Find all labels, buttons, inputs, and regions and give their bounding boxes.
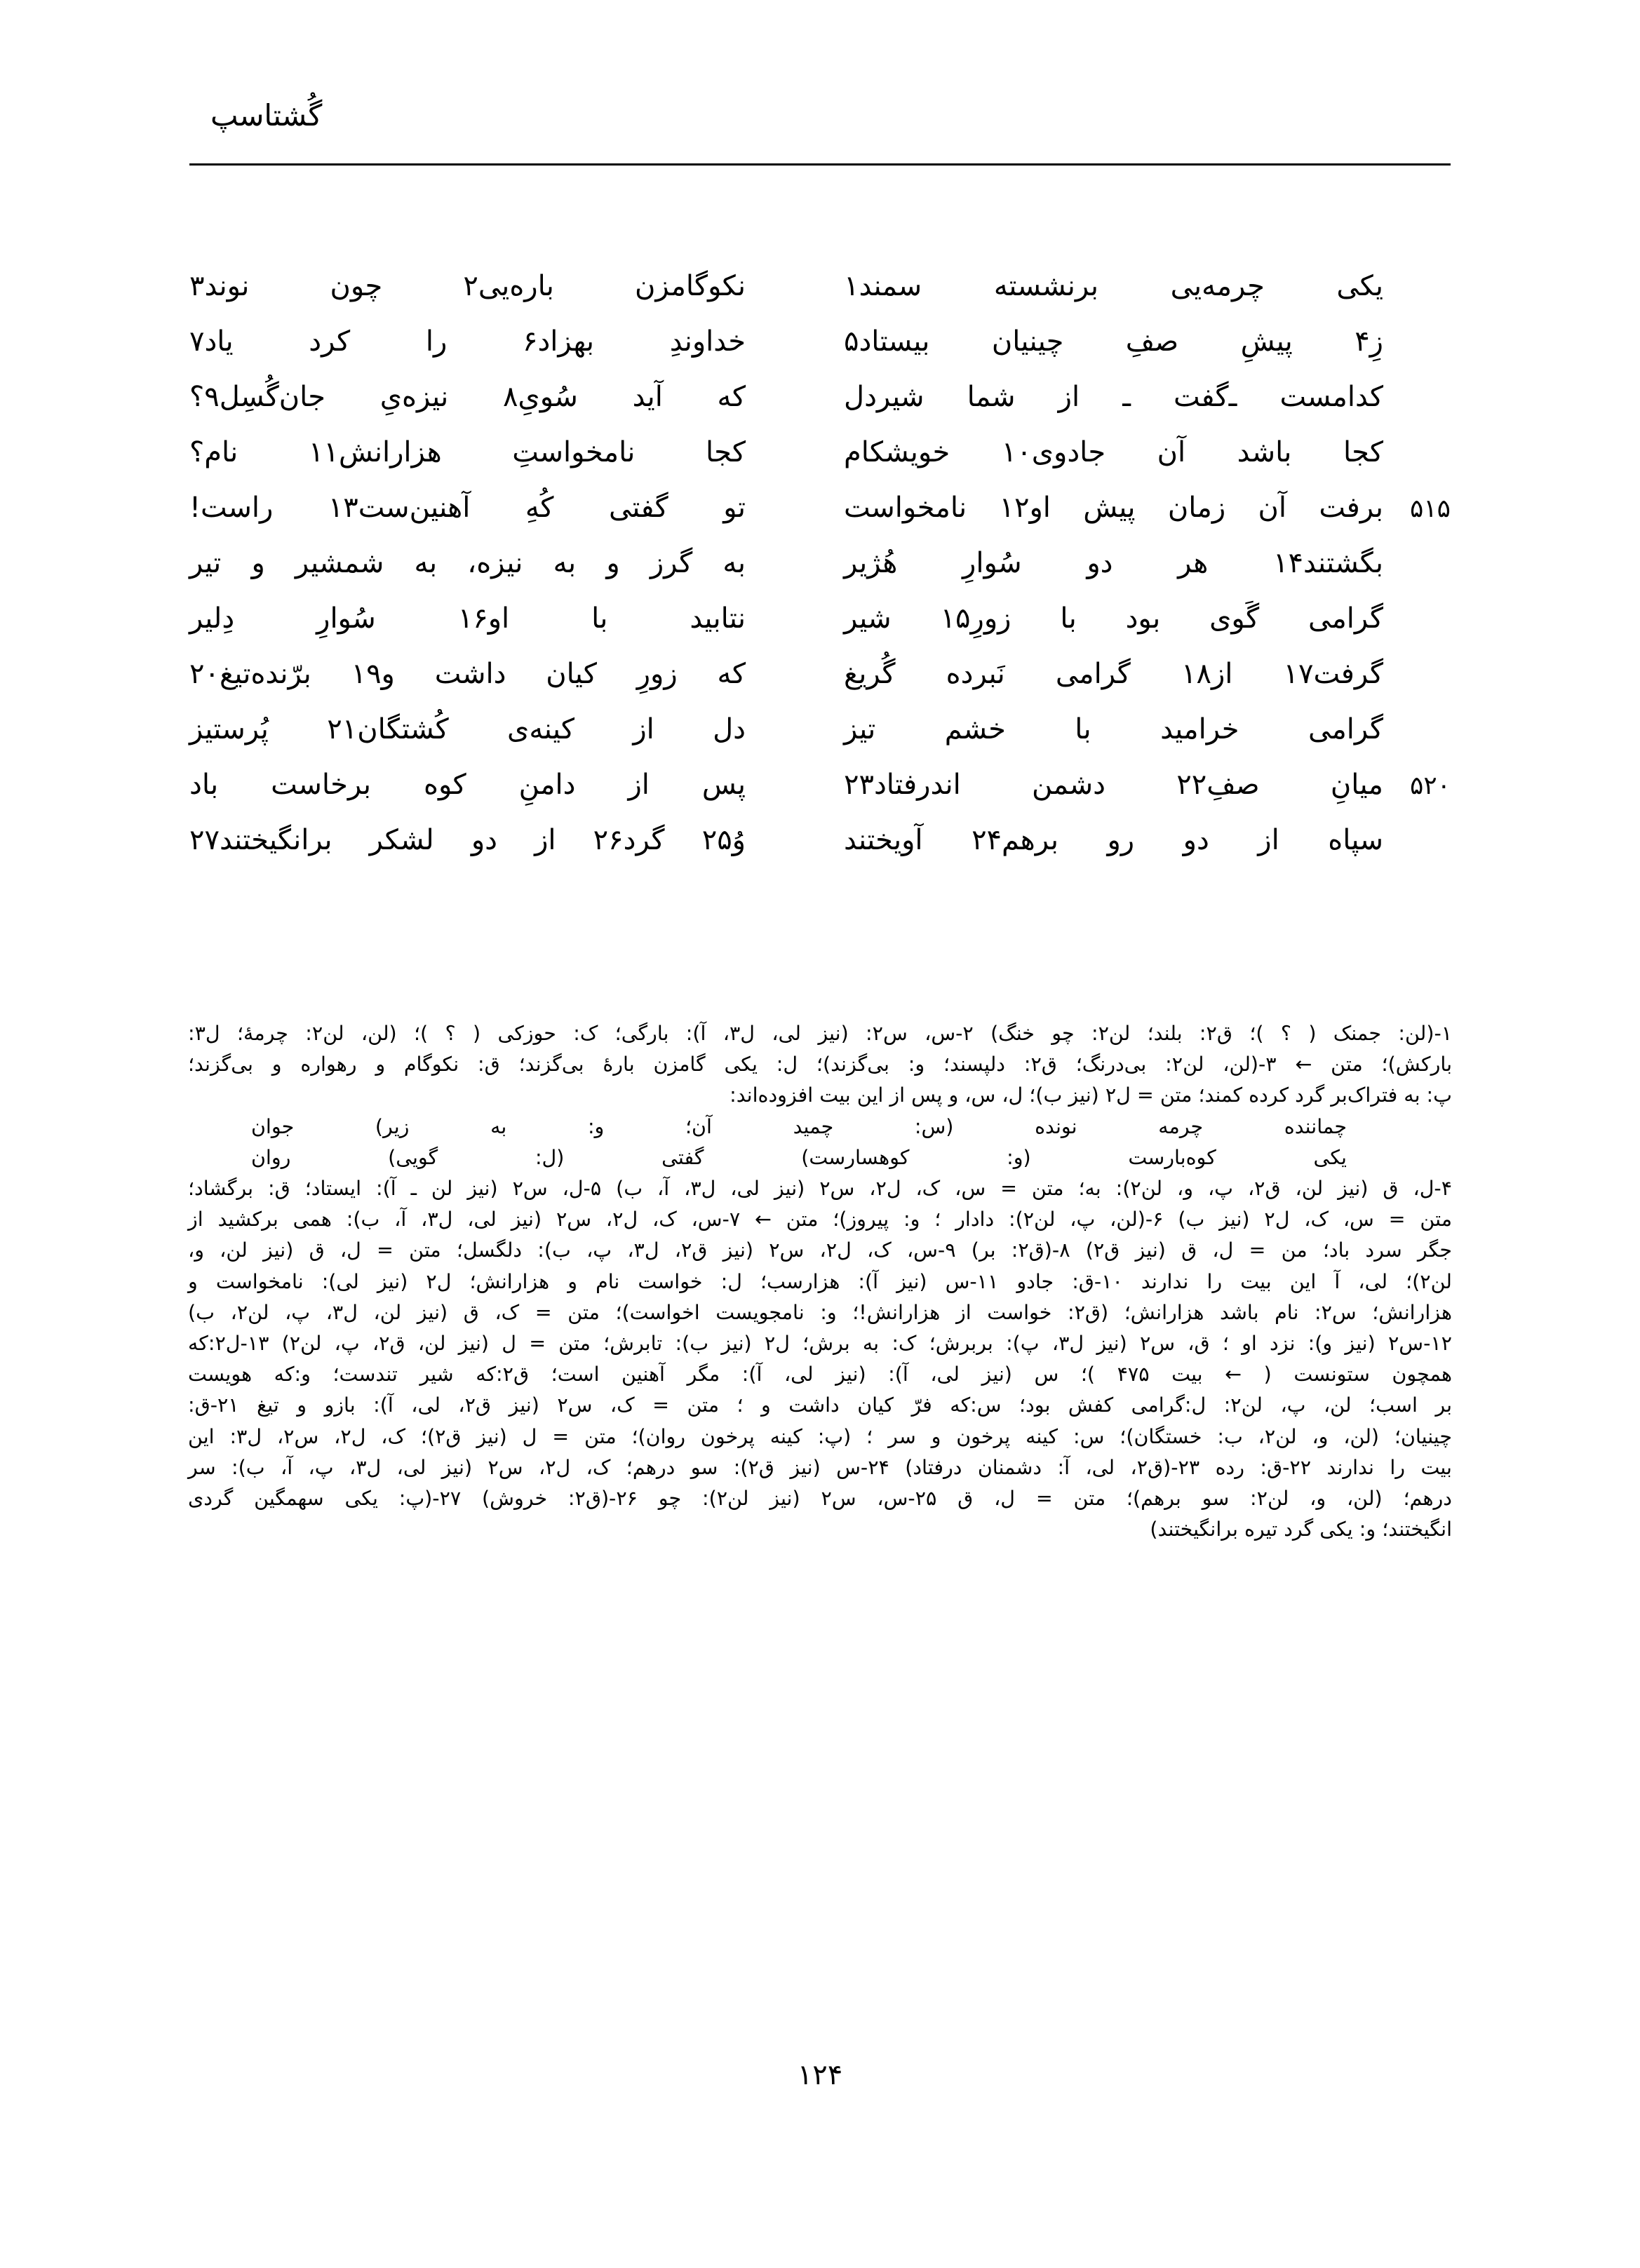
hemistich-text: بگشتند۱۴ هر دو سُوارِ هُژیر xyxy=(844,546,1383,579)
apparatus-line: انگیختند؛ و: یکی گرد تیره برانگیختند) xyxy=(1150,1518,1452,1541)
hemistich-left xyxy=(189,379,820,414)
apparatus-line: متن = س، ک، ل۲ (نیز ب) ۶-(لن، پ، لن۲): دادار ؛ و: پیروز)؛ متن ← ۷-س، ک، ل۲، س۲ (نیز لی، ل۳، آ، ب): همی برکشید از xyxy=(188,1208,1452,1231)
header-rule-divider xyxy=(189,163,1451,166)
hemistich-text: وُ۲۵ گرد۲۶ از دو لشکر برانگیختند۲۷ xyxy=(189,823,746,856)
verse-couplet xyxy=(189,480,1451,535)
hemistich-text: به گرز و به نیزه، به شمشیر و تیر xyxy=(189,546,746,579)
apparatus-line: همچون ستونست ( ← بیت ۴۷۵ )؛ س (نیز لی، آ): (نیز لی، آ): مگر آهنین است؛ ق۲:که شیر تندست؛ و:که هویست xyxy=(188,1363,1452,1386)
hemistich-text: خداوندِ بهزاد۶ را کرد یاد۷ xyxy=(189,325,746,358)
hemistich-right xyxy=(820,546,1451,581)
hemistich-text: گرفت۱۷ از۱۸ گرامی نَبرده گُریغ xyxy=(844,657,1383,690)
apparatus-line: لن۲)؛ لی، آ این بیت را ندارند ۱۰-ق: جادو ۱۱-س (نیز آ): هزارسب؛ ل: خواست نام و هزارانش؛ ل۲ (نیز لی): نامخواست و xyxy=(188,1269,1452,1293)
hemistich-text: کدامست ـ‌گفت ـ از شما شیردل xyxy=(844,380,1383,413)
hemistich-text: میانِ صفِ۲۲ دشمن اندرفتاد۲۳ xyxy=(844,768,1383,801)
apparatus-line: جگر سرد باد؛ من = ل، ق (نیز ق۲) ۸-(ق۲: بر) ۹-س، ک، ل۲، س۲ (نیز ق۲، ل۳، پ، ب): دلگسل؛ متن = ل، ق (نیز لن، و، xyxy=(188,1238,1453,1262)
verse-block xyxy=(189,258,1451,868)
apparatus-line: بر اسب؛ لن، پ، لن۲: ل:گرامی کفش بود؛ س:که فرّ کیان داشت و ؛ متن = ک، س۲ (نیز ق۲، لی، آ): بازو و تیغ ۲۱-ق: xyxy=(188,1393,1452,1417)
hemistich-text: سپاه از دو رو برهم۲۴ آویختند xyxy=(844,823,1384,856)
apparatus-line: یکی کوه‌بارست (و: کوهسارست) گفتی (ل: گویی) روان xyxy=(251,1145,1347,1169)
hemistich-left xyxy=(189,269,820,304)
apparatus-line: درهم؛ (لن، و، لن۲: سو برهم)؛ متن = ل، ق ۲۵-س، س۲ (نیز لن۲): چو ۲۶-(ق۲: خروش) ۲۷-(پ: یکی سهمگین گردی xyxy=(188,1487,1453,1511)
hemistich-left xyxy=(189,324,820,359)
hemistich-left xyxy=(189,601,820,636)
hemistich-text: تو گفتی کُهِ آهنین‌ست۱۳ راست! xyxy=(189,491,746,524)
hemistich-text: زِ۴ پیشِ صفِ چینیان بیستاد۵ xyxy=(844,325,1383,358)
hemistich-left xyxy=(189,546,820,581)
hemistich-right xyxy=(820,601,1451,636)
hemistich-right xyxy=(820,823,1451,858)
hemistich-left xyxy=(189,490,820,525)
hemistich-text: کجا باشد آن جادوی۱۰ خویشکام xyxy=(844,436,1383,468)
apparatus-line: ۱۲-س۲ (نیز و): نزد او ؛ ق، س۲ (نیز ل۳، پ): بربرش؛ ک: به برش؛ ل۲ (نیز ب): تابرش؛ متن = ل (نیز لن، ق۲، پ، لن۲) ۱۳-ل۲:که xyxy=(188,1332,1452,1356)
hemistich-right xyxy=(820,324,1451,359)
apparatus-line: چماننده چرمه نونده (س: چمید آن؛ و: به زیر) جوان xyxy=(251,1114,1347,1138)
hemistich-text: نکوگامزن باره‌یی۲ چون نوند۳ xyxy=(189,269,746,302)
verse-couplet xyxy=(189,701,1451,757)
hemistich-text: نتابید با او۱۶ سُوارِ دِلیر xyxy=(189,602,746,635)
apparatus-line: هزارانش؛ س۲: نام باشد هزارانش؛ (ق۲: خواست از هزارانش!؛ و: نامجویست اخواست)؛ متن = ک، ق (نیز لن، ل۳، پ، لن۲، ب) xyxy=(188,1300,1452,1324)
verse-number: ۵۲۰ xyxy=(1409,771,1451,800)
hemistich-text: که زورِ کیان داشت و۱۹ برّنده‌تیغ۲۰ xyxy=(189,657,746,690)
page-number: ۱۲۴ xyxy=(797,2059,843,2091)
hemistich-right xyxy=(820,656,1451,691)
hemistich-right xyxy=(820,490,1451,525)
verse-couplet xyxy=(189,535,1451,590)
apparatus-line: چینیان؛ (لن، و، لن۲، ب: خستگان)؛ س: کینه پرخون و سر ؛ (پ: کینه پرخون روان)؛ متن = ل (نیز ق۲)؛ ک، ل۲، س۲، ل۳: این xyxy=(188,1424,1453,1448)
hemistich-right xyxy=(820,435,1451,470)
hemistich-left xyxy=(189,823,820,858)
verse-number: ۵۱۵ xyxy=(1409,494,1451,523)
hemistich-text: یکی چرمه‌یی برنشسته سمند۱ xyxy=(844,269,1383,302)
hemistich-text: دل از کینه‌ی کُشتگان۲۱ پُرستیز xyxy=(189,713,746,745)
hemistich-left xyxy=(189,712,820,747)
hemistich-text: پس از دامنِ کوه برخاست باد xyxy=(189,768,746,801)
hemistich-text: که آید سُویِ۸ نیزه‌یِ جان‌گُسِل۹؟ xyxy=(189,380,746,413)
page-header xyxy=(189,98,1451,166)
hemistich-text: کجا نامخواستِ هزارانش۱۱ نام؟ xyxy=(189,436,746,468)
hemistich-right xyxy=(820,269,1451,304)
verse-couplet xyxy=(189,646,1451,701)
verse-couplet xyxy=(189,313,1451,369)
hemistich-text: گرامی خرامید با خشم تیز xyxy=(844,713,1383,745)
verse-couplet xyxy=(189,424,1451,480)
hemistich-text: گرامی گَوی بود با زورِ۱۵ شیر xyxy=(844,602,1384,635)
apparatus-line: بیت را ندارند ۲۲-ق: رده ۲۳-(ق۲، لی، آ: دشمنان درفتاد) ۲۴-س (نیز ق۲): سو درهم؛ ک، ل۲، س۲ (نیز لی، ل۳، پ، آ، ب): سر xyxy=(188,1455,1452,1479)
critical-apparatus xyxy=(188,1018,1452,1545)
verse-couplet xyxy=(189,369,1451,424)
verse-couplet xyxy=(189,757,1451,812)
hemistich-right xyxy=(820,712,1451,747)
hemistich-right xyxy=(820,767,1451,802)
hemistich-left xyxy=(189,767,820,802)
hemistich-left xyxy=(189,435,820,470)
hemistich-text: برفت آن زمان پیش او۱۲ نامخواست xyxy=(844,491,1383,524)
apparatus-line: ۴-ل، ق (نیز لن، ق۲، پ، و، لن۲): به؛ متن = س، ک، ل۲، س۲ (نیز لی، ل۳، آ، ب) ۵-ل، س۲ (نیز لن ـ آ): ایستاد؛ ق: برگشاد؛ xyxy=(188,1177,1453,1201)
hemistich-left xyxy=(189,656,820,691)
running-head-title: گُشتاسپ xyxy=(210,98,323,133)
verse-couplet xyxy=(189,590,1451,646)
hemistich-right xyxy=(820,379,1451,414)
apparatus-line: پ: به فتراک‌بر گرد کرده کمند؛ متن = ل۲ (نیز ب)؛ ل، س، و پس از این بیت افزوده‌اند: xyxy=(730,1084,1452,1107)
apparatus-line: بارکش)؛ متن ← ۳-(لن، لن۲: بی‌درنگ؛ ق۲: دلپسند؛ و: بی‌گزند)؛ ل: یکی گامزن بارهٔ بی‌گزند؛ ق: نکوگام و رهواره و بی‌گزند؛ xyxy=(188,1053,1453,1076)
verse-couplet xyxy=(189,812,1451,868)
verse-couplet xyxy=(189,258,1451,313)
apparatus-line: ۱-(لن: جمنک ( ؟ )؛ ق۲: بلند؛ لن۲: چو خنگ) ۲-س، س۲: (نیز لی، ل۳، آ): بارگی؛ ک: حوزکی ( ؟ )؛ (لن، لن۲: چرمهٔ؛ ل۳: xyxy=(188,1022,1453,1045)
